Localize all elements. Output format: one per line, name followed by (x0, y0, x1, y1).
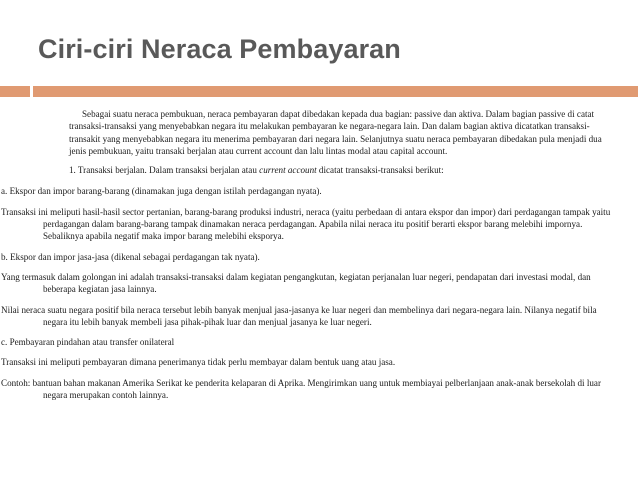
slide-title: Ciri-ciri Neraca Pembayaran (38, 34, 401, 64)
item-1-italic-term: current account (259, 165, 317, 176)
slide-body (0, 108, 612, 407)
accent-bar-left (0, 86, 30, 97)
point-c-heading: c. Pembayaran pindahan atau transfer onilateral (1, 337, 175, 348)
point-c-example: Contoh: bantuan bahan makanan Amerika Serikat ke penderita kelaparan di Aprika. Mengirimkan uang untuk membiayai pelberlanjaan anak-anak bersekolah di luar negara merupakan contoh lainnya. (1, 377, 601, 401)
point-b-heading: b. Ekspor dan impor jasa-jasa (dikenal sebagai perdagangan tak nyata). (1, 251, 260, 262)
point-a-heading: a. Ekspor dan impor barang-barang (dinamakan juga dengan istilah perdagangan nyata). (1, 186, 322, 197)
item-1-text-before: 1. Transaksi berjalan. Dalam transaksi berjalan atau (69, 165, 260, 176)
accent-bar (33, 86, 638, 97)
point-b-text-1: Yang termasuk dalam golongan ini adalah transaksi-transaksi dalam kegiatan pengangkutan, kegiatan perjanalan luar negeri, pendapatan dari investasi modal, dan beberapa kegiatan jasa lainnya. (1, 271, 591, 295)
intro-text: Sebagai suatu neraca pembukuan, neraca pembayaran dapat dibedakan kepada dua bagian: passive dan aktiva. Dalam bagian passive di catat transaksi-transaksi yang menyebabkan negara itu melakukan pembayaran ke negara-negara lain. Dan dalam bagian aktiva dicatatkan transaksi-transakit yang menyebabkan negara itu menerima pembayaran dari negara lain. Selanjutnya suatu neraca pembayaran dibedakan pula menjadi dua jenis pembukuan, yaitu transaki berjalan atau current account dan lalu lintas modal atau capital account. (69, 109, 602, 156)
intro-paragraph (0, 108, 612, 157)
point-a-text: Transaksi ini meliputi hasil-hasil sector pertanian, barang-barang produksi industri, neraca (yaitu perbedaan di antara ekspor dan impor) dari perdagangan tampak yaitu perdagangan dalam barang-barang tampak dinamakan neraca perdagangan. Apabila nilai neraca itu positif berarti ekspor barang melebihi impornya. Sebaliknya apabila negatif maka impor barang melebihi eksporya. (1, 206, 611, 242)
item-1-paragraph (0, 164, 612, 176)
point-c-text: Transaksi ini meliputi pembayaran dimana penerimanya tidak perlu membayar dalam bentuk uang atau jasa. (1, 357, 396, 368)
point-b-text-2: Nilai neraca suatu negara positif bila neraca tersebut lebih banyak menjual jasa-jasanya ke luar negeri dan membelinya dari negara-negara lain. Nilanya negatif bila negara itu lebih banyak membeli jasa pihak-pihak luar dan menjual jasanya ke luar negeri. (1, 304, 597, 327)
item-1-text-after: dicatat transaksi-transaksi berikut: (316, 165, 444, 176)
